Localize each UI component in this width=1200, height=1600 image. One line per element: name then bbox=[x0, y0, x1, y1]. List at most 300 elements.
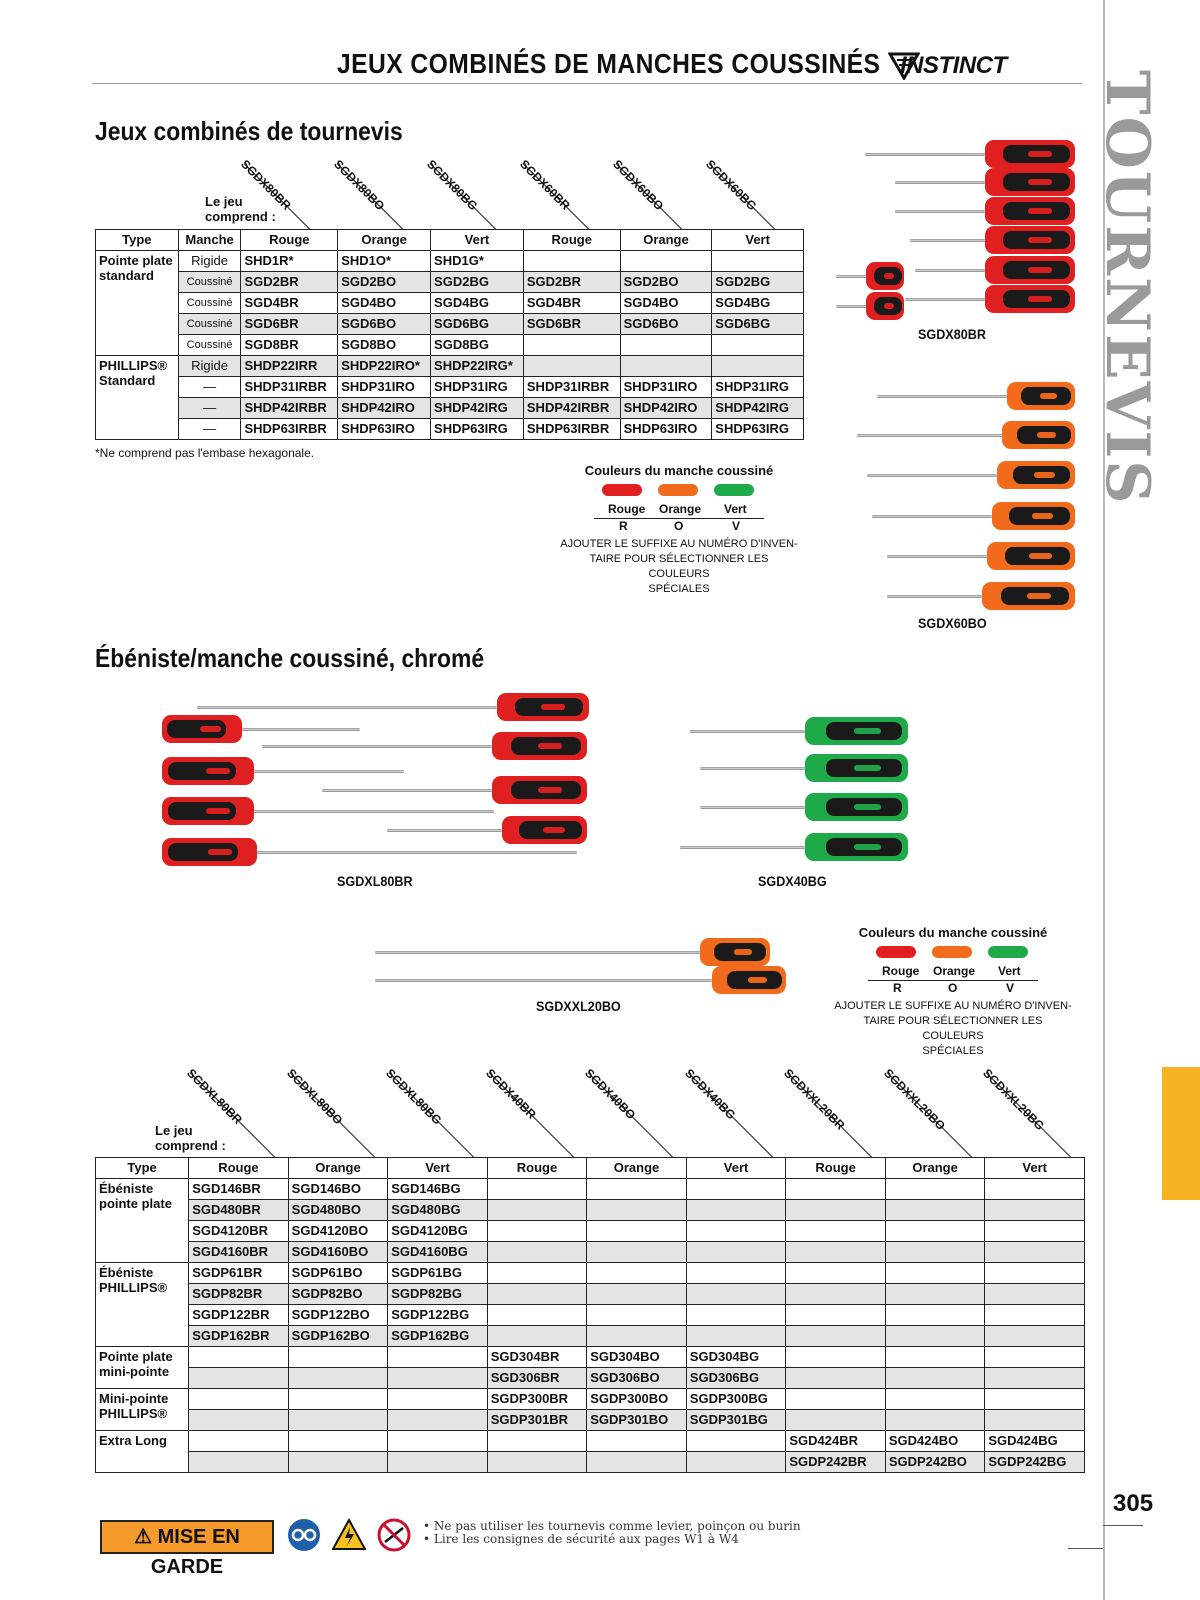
legend-note-line-2: TAIRE POUR SÉLECTIONNER LES COULEURS bbox=[863, 1015, 1043, 1042]
part-number-cell: SGD4160BG bbox=[388, 1242, 488, 1263]
part-number-cell: SGD304BG bbox=[686, 1347, 786, 1368]
table-row bbox=[96, 335, 804, 356]
part-number-cell bbox=[288, 1410, 388, 1431]
table-row bbox=[96, 419, 804, 440]
part-number-cell bbox=[686, 1284, 786, 1305]
section-side-label bbox=[1092, 70, 1170, 520]
screwdriver-shaft bbox=[895, 210, 985, 213]
table-row bbox=[96, 1347, 1085, 1368]
part-number-cell bbox=[388, 1431, 488, 1452]
part-number-cell: SGD480BR bbox=[189, 1200, 288, 1221]
column-header: Vert bbox=[686, 1158, 786, 1179]
handle-logo bbox=[1032, 513, 1054, 519]
part-number-cell bbox=[786, 1347, 885, 1368]
part-number-cell bbox=[786, 1284, 885, 1305]
part-number-cell: SHDP63IRO bbox=[338, 419, 431, 440]
part-number-cell bbox=[985, 1389, 1085, 1410]
handle-type-cell: Coussiné bbox=[178, 314, 241, 335]
page-number: 305 bbox=[1113, 1490, 1154, 1517]
part-number-cell: SGDP242BO bbox=[885, 1452, 985, 1473]
part-number-cell: SGDP82BG bbox=[388, 1284, 488, 1305]
part-number-cell bbox=[686, 1221, 786, 1242]
part-number-cell bbox=[686, 1305, 786, 1326]
screwdriver-shaft bbox=[877, 395, 1007, 398]
part-number-cell: SGD424BR bbox=[786, 1431, 885, 1452]
column-header: Rouge bbox=[189, 1158, 288, 1179]
column-header: Vert bbox=[712, 230, 804, 251]
table-row bbox=[96, 398, 804, 419]
screwdriver-handle bbox=[805, 754, 908, 782]
screwdriver-handle bbox=[985, 226, 1075, 254]
handle-logo bbox=[1028, 151, 1051, 157]
screwdriver-shaft bbox=[197, 706, 497, 709]
legend-name-red: Rouge bbox=[608, 502, 646, 516]
screwdriver-handle bbox=[700, 938, 770, 966]
part-number-cell bbox=[487, 1305, 586, 1326]
screwdriver-shaft bbox=[242, 728, 360, 731]
screwdriver-handle bbox=[162, 797, 254, 825]
page-number-rule bbox=[1103, 1525, 1143, 1526]
table-row bbox=[96, 1431, 1085, 1452]
handle-logo bbox=[1027, 593, 1051, 599]
electric-hazard-icon bbox=[332, 1518, 366, 1552]
legend-code-v: V bbox=[732, 519, 741, 533]
table-row bbox=[96, 1389, 1085, 1410]
screwdriver-handle bbox=[162, 838, 257, 866]
part-number-cell: SHDP42IRBR bbox=[241, 398, 338, 419]
part-number-cell: SHDP42IRO bbox=[338, 398, 431, 419]
part-number-cell: SGD6BO bbox=[620, 314, 712, 335]
caption-sgdx80br: SGDX80BR bbox=[918, 326, 986, 342]
screwdriver-shaft bbox=[836, 275, 866, 278]
caption-sgdx60bo: SGDX60BO bbox=[918, 615, 987, 631]
screwdriver-shaft bbox=[700, 767, 805, 770]
part-number-cell: SHDP22IRO* bbox=[338, 356, 431, 377]
part-number-cell: SGDP61BG bbox=[388, 1263, 488, 1284]
handle-logo bbox=[854, 728, 881, 734]
screwdriver-handle bbox=[1007, 382, 1075, 410]
part-number-cell bbox=[885, 1221, 985, 1242]
handle-logo bbox=[1028, 208, 1051, 214]
part-number-cell: SGDP82BR bbox=[189, 1284, 288, 1305]
screwdriver-handle bbox=[805, 833, 908, 861]
screwdriver-handle bbox=[497, 693, 589, 721]
table-row bbox=[96, 356, 804, 377]
part-number-cell: SGD2BO bbox=[338, 272, 431, 293]
safety-goggles-icon bbox=[287, 1518, 321, 1552]
legend-name-red: Rouge bbox=[882, 964, 920, 978]
table-row bbox=[96, 251, 804, 272]
part-number-cell bbox=[189, 1389, 288, 1410]
handle-type-cell: Coussiné bbox=[178, 335, 241, 356]
part-number-cell: SGD2BG bbox=[712, 272, 804, 293]
part-number-cell bbox=[487, 1200, 586, 1221]
part-number-cell bbox=[189, 1368, 288, 1389]
part-number-cell: SGD2BG bbox=[431, 272, 524, 293]
part-number-cell: SGD8BO bbox=[338, 335, 431, 356]
part-number-cell: SGDP122BR bbox=[189, 1305, 288, 1326]
legend-code-o: O bbox=[948, 981, 958, 995]
screwdriver-handle bbox=[492, 776, 587, 804]
screwdriver-handle bbox=[866, 292, 904, 320]
handle-logo bbox=[854, 844, 881, 850]
part-number-cell bbox=[620, 335, 712, 356]
legend-note-line-1: AJOUTER LE SUFFIXE AU NUMÉRO D'INVEN- bbox=[560, 538, 798, 550]
screwdriver-handle bbox=[985, 256, 1075, 284]
type-cell: Ébéniste pointe plate bbox=[96, 1179, 189, 1263]
part-number-cell bbox=[786, 1326, 885, 1347]
caption-sgdxl80br: SGDXL80BR bbox=[337, 873, 413, 889]
part-number-cell bbox=[786, 1242, 885, 1263]
set-code-label: SGDXXL20BG bbox=[980, 1066, 1048, 1133]
screwdriver-handle bbox=[982, 582, 1075, 610]
part-number-cell: SGD4120BG bbox=[388, 1221, 488, 1242]
legend-note-line-3: SPÉCIALES bbox=[922, 1045, 984, 1057]
screwdriver-handle bbox=[985, 140, 1075, 168]
part-number-cell bbox=[885, 1368, 985, 1389]
part-number-cell: SGDP301BR bbox=[487, 1410, 586, 1431]
part-number-cell: SHDP63IRO bbox=[620, 419, 712, 440]
part-number-cell: SGDP162BG bbox=[388, 1326, 488, 1347]
handle-type-cell: — bbox=[178, 377, 241, 398]
red-swatch bbox=[876, 946, 916, 958]
warning-line-1: • Ne pas utiliser les tournevis comme levier, poinçon ou burin bbox=[423, 1519, 801, 1533]
part-number-cell: SGD306BO bbox=[587, 1368, 687, 1389]
handle-logo bbox=[543, 827, 565, 833]
handle-logo bbox=[538, 787, 563, 793]
legend-note-line-3: SPÉCIALES bbox=[648, 583, 710, 595]
part-number-cell bbox=[885, 1305, 985, 1326]
set-code-label: SGDX80BR bbox=[238, 157, 294, 213]
part-number-cell: SGD8BG bbox=[431, 335, 524, 356]
handle-logo bbox=[208, 849, 233, 855]
part-number-cell bbox=[487, 1326, 586, 1347]
part-number-cell: SHDP31IRO bbox=[338, 377, 431, 398]
part-number-cell bbox=[786, 1263, 885, 1284]
page-title: JEUX COMBINÉS DE MANCHES COUSSINÉS bbox=[337, 48, 881, 79]
column-header: Orange bbox=[620, 230, 712, 251]
part-number-cell bbox=[712, 356, 804, 377]
handle-logo bbox=[734, 949, 752, 955]
screwdriver-handle bbox=[162, 757, 254, 785]
part-number-cell: SGDP122BG bbox=[388, 1305, 488, 1326]
part-number-cell: SGD6BR bbox=[523, 314, 620, 335]
screwdriver-shaft bbox=[375, 979, 712, 982]
legend-note bbox=[559, 537, 799, 597]
legend-note bbox=[833, 999, 1073, 1059]
part-number-cell: SGD4160BO bbox=[288, 1242, 388, 1263]
part-number-cell bbox=[686, 1431, 786, 1452]
part-number-cell bbox=[620, 356, 712, 377]
section-title-2: Ébéniste/manche coussiné, chromé bbox=[95, 643, 485, 673]
handle-logo bbox=[1040, 393, 1058, 399]
orange-swatch bbox=[658, 484, 698, 496]
page-number-rule-2 bbox=[1068, 1548, 1103, 1549]
legend-swatches bbox=[594, 482, 764, 498]
part-number-cell: SGD146BR bbox=[189, 1179, 288, 1200]
part-number-cell bbox=[712, 335, 804, 356]
part-number-cell bbox=[189, 1410, 288, 1431]
screwdriver-shaft bbox=[887, 555, 987, 558]
side-label-text: TOURNEVIS bbox=[1092, 70, 1162, 506]
table-row bbox=[96, 1200, 1085, 1221]
part-number-cell: SGDP61BR bbox=[189, 1263, 288, 1284]
part-number-cell: SHDP63IRBR bbox=[241, 419, 338, 440]
handle-type-cell: — bbox=[178, 398, 241, 419]
set-code-label: SGDXL80BR bbox=[184, 1066, 245, 1127]
part-number-cell: SGDP242BR bbox=[786, 1452, 885, 1473]
part-number-cell bbox=[686, 1263, 786, 1284]
screwdriver-shaft bbox=[867, 474, 997, 477]
handle-type-cell: Rigide bbox=[178, 251, 241, 272]
handle-logo bbox=[1028, 237, 1051, 243]
handle-logo bbox=[1028, 179, 1051, 185]
part-number-cell: SGD304BO bbox=[587, 1347, 687, 1368]
column-header: Type bbox=[96, 230, 179, 251]
part-number-cell: SHDP31IRBR bbox=[241, 377, 338, 398]
column-header: Orange bbox=[288, 1158, 388, 1179]
screwdriver-shaft bbox=[915, 269, 985, 272]
screwdriver-handle bbox=[866, 262, 904, 290]
no-prying-icon bbox=[377, 1518, 411, 1552]
part-number-cell bbox=[523, 251, 620, 272]
part-number-cell: SGD6BG bbox=[712, 314, 804, 335]
part-number-cell bbox=[786, 1305, 885, 1326]
part-number-cell bbox=[985, 1347, 1085, 1368]
part-number-cell bbox=[587, 1284, 687, 1305]
part-number-cell: SGD6BR bbox=[241, 314, 338, 335]
warning-label: ⚠ MISE EN GARDE bbox=[100, 1520, 274, 1554]
screwdriver-handle bbox=[985, 197, 1075, 225]
set-code-label: SGDX40BG bbox=[681, 1066, 738, 1123]
part-number-cell bbox=[388, 1452, 488, 1473]
le-jeu-line-1: Le jeu bbox=[155, 1123, 193, 1138]
warning-line-2: • Lire les consignes de sécurité aux pages W1 à W4 bbox=[423, 1532, 739, 1546]
type-cell: Pointe plate mini-pointe bbox=[96, 1347, 189, 1389]
part-number-cell bbox=[288, 1347, 388, 1368]
set-code-label: SGDXL80BO bbox=[283, 1066, 345, 1128]
handle-type-cell: Coussiné bbox=[178, 272, 241, 293]
legend-name-orange: Orange bbox=[933, 964, 976, 978]
part-number-cell bbox=[786, 1200, 885, 1221]
table-row bbox=[96, 1326, 1085, 1347]
part-number-cell bbox=[885, 1242, 985, 1263]
screwdriver-shaft bbox=[700, 806, 805, 809]
part-number-cell: SHDP42IRO bbox=[620, 398, 712, 419]
screwdriver-shaft bbox=[857, 434, 1002, 437]
part-number-cell: SHDP63IRG bbox=[431, 419, 524, 440]
part-number-cell: SGD146BG bbox=[388, 1179, 488, 1200]
part-number-cell: SGD4160BR bbox=[189, 1242, 288, 1263]
screwdriver-shaft bbox=[910, 239, 985, 242]
handle-logo bbox=[206, 808, 230, 814]
table-row bbox=[96, 377, 804, 398]
part-number-cell bbox=[985, 1179, 1085, 1200]
screwdriver-handle bbox=[492, 732, 587, 760]
part-number-cell: SGDP162BR bbox=[189, 1326, 288, 1347]
screwdriver-handle bbox=[985, 285, 1075, 313]
part-number-cell: SGDP300BR bbox=[487, 1389, 586, 1410]
screwdriver-shaft bbox=[872, 515, 992, 518]
handle-logo bbox=[854, 804, 881, 810]
part-number-cell bbox=[985, 1221, 1085, 1242]
header-divider bbox=[92, 83, 1082, 84]
part-number-cell: SGDP300BO bbox=[587, 1389, 687, 1410]
screwdriver-shaft bbox=[680, 846, 805, 849]
column-header: Vert bbox=[985, 1158, 1085, 1179]
screwdriver-shaft bbox=[895, 181, 985, 184]
part-number-cell bbox=[587, 1221, 687, 1242]
screwdriver-handle bbox=[987, 542, 1075, 570]
color-legend-2 bbox=[833, 925, 1073, 1059]
column-header: Rouge bbox=[241, 230, 338, 251]
part-number-cell: SHD1R* bbox=[241, 251, 338, 272]
part-number-cell bbox=[587, 1200, 687, 1221]
orange-swatch bbox=[932, 946, 972, 958]
screwdriver-handle bbox=[712, 966, 786, 994]
part-number-cell: SGD306BR bbox=[487, 1368, 586, 1389]
column-header: Rouge bbox=[523, 230, 620, 251]
part-number-cell bbox=[487, 1242, 586, 1263]
part-number-cell bbox=[985, 1242, 1085, 1263]
screwdriver-shaft bbox=[257, 851, 577, 854]
part-number-cell: SGD6BG bbox=[431, 314, 524, 335]
screwdriver-shaft bbox=[905, 298, 985, 301]
column-header: Orange bbox=[885, 1158, 985, 1179]
column-header: Vert bbox=[431, 230, 524, 251]
part-number-cell bbox=[288, 1431, 388, 1452]
part-number-cell bbox=[686, 1326, 786, 1347]
part-number-cell: SGD2BR bbox=[523, 272, 620, 293]
footnote: *Ne comprend pas l'embase hexagonale. bbox=[95, 446, 315, 460]
part-number-cell: SGD424BO bbox=[885, 1431, 985, 1452]
part-number-cell bbox=[487, 1452, 586, 1473]
part-number-cell: SHDP31IRBR bbox=[523, 377, 620, 398]
part-number-cell bbox=[189, 1431, 288, 1452]
part-number-cell bbox=[686, 1242, 786, 1263]
column-header: Vert bbox=[388, 1158, 488, 1179]
part-number-cell bbox=[885, 1200, 985, 1221]
screwdriver-handle bbox=[805, 717, 908, 745]
set-code-label: SGDXXL20BR bbox=[781, 1066, 848, 1133]
column-header: Orange bbox=[338, 230, 431, 251]
part-number-cell: SGD4BO bbox=[620, 293, 712, 314]
part-number-cell bbox=[587, 1452, 687, 1473]
part-number-cell: SHD1O* bbox=[338, 251, 431, 272]
legend-note-line-2: TAIRE POUR SÉLECTIONNER LES COULEURS bbox=[589, 553, 769, 580]
le-jeu-line-1: Le jeu bbox=[205, 194, 243, 209]
part-number-cell bbox=[686, 1452, 786, 1473]
set-code-label: SGDXXL20BO bbox=[880, 1066, 948, 1133]
table-row bbox=[96, 1305, 1085, 1326]
table-row bbox=[96, 293, 804, 314]
part-number-cell bbox=[985, 1326, 1085, 1347]
part-number-cell bbox=[786, 1389, 885, 1410]
section-tab bbox=[1162, 1067, 1200, 1200]
table-row bbox=[96, 1452, 1085, 1473]
part-number-cell: SHDP63IRBR bbox=[523, 419, 620, 440]
part-number-cell bbox=[523, 356, 620, 377]
part-number-cell bbox=[587, 1326, 687, 1347]
part-number-cell bbox=[885, 1263, 985, 1284]
warning-text bbox=[423, 1520, 801, 1546]
part-number-cell bbox=[587, 1179, 687, 1200]
le-jeu-line-2: comprend : bbox=[155, 1138, 226, 1153]
type-cell: Pointe plate standard bbox=[96, 251, 179, 356]
set-code-label: SGDX80BO bbox=[331, 157, 388, 214]
part-number-cell bbox=[620, 251, 712, 272]
part-number-cell: SGD2BR bbox=[241, 272, 338, 293]
screwdriver-shaft bbox=[836, 305, 866, 308]
column-header: Orange bbox=[587, 1158, 687, 1179]
part-number-cell bbox=[388, 1410, 488, 1431]
part-number-cell: SGDP301BO bbox=[587, 1410, 687, 1431]
part-number-cell bbox=[288, 1368, 388, 1389]
section-title-1: Jeux combinés de tournevis bbox=[95, 116, 403, 146]
table-row bbox=[96, 1410, 1085, 1431]
le-jeu-line-2: comprend : bbox=[205, 209, 276, 224]
part-number-cell bbox=[487, 1431, 586, 1452]
handle-logo bbox=[1029, 553, 1052, 559]
part-number-cell bbox=[189, 1347, 288, 1368]
part-number-cell bbox=[885, 1389, 985, 1410]
part-number-cell: SHD1G* bbox=[431, 251, 524, 272]
part-number-cell bbox=[487, 1179, 586, 1200]
column-header: Type bbox=[96, 1158, 189, 1179]
part-number-cell: SGD146BO bbox=[288, 1179, 388, 1200]
handle-logo bbox=[200, 726, 221, 732]
part-number-cell: SHDP42IRBR bbox=[523, 398, 620, 419]
screwdriver-shaft bbox=[690, 730, 805, 733]
legend-title: Couleurs du manche coussiné bbox=[584, 463, 774, 478]
screwdriver-handle bbox=[162, 715, 242, 743]
part-number-cell: SGD4BG bbox=[431, 293, 524, 314]
screwdriver-handle bbox=[985, 168, 1075, 196]
type-cell: PHILLIPS® Standard bbox=[96, 356, 179, 440]
table-row bbox=[96, 1179, 1085, 1200]
part-number-cell bbox=[885, 1326, 985, 1347]
set-code-label: SGDX40BR bbox=[482, 1066, 539, 1122]
part-number-cell bbox=[487, 1284, 586, 1305]
legend-name-green: Vert bbox=[724, 502, 747, 516]
table-row bbox=[96, 1284, 1085, 1305]
part-number-cell bbox=[885, 1284, 985, 1305]
part-number-cell: SGDP61BO bbox=[288, 1263, 388, 1284]
legend-swatches bbox=[868, 944, 1038, 960]
screwdriver-shaft bbox=[262, 745, 492, 748]
part-number-cell bbox=[288, 1389, 388, 1410]
part-number-cell: SHDP63IRG bbox=[712, 419, 804, 440]
part-number-cell bbox=[189, 1452, 288, 1473]
legend-code-v: V bbox=[1006, 981, 1015, 995]
part-number-cell bbox=[786, 1410, 885, 1431]
part-number-cell bbox=[686, 1200, 786, 1221]
part-number-cell: SGD8BR bbox=[241, 335, 338, 356]
part-number-cell bbox=[985, 1284, 1085, 1305]
part-number-cell bbox=[786, 1221, 885, 1242]
part-number-cell: SGDP242BG bbox=[985, 1452, 1085, 1473]
part-number-cell bbox=[885, 1410, 985, 1431]
part-number-cell bbox=[388, 1368, 488, 1389]
set-code-label: SGDX60BG bbox=[703, 157, 760, 214]
table-row bbox=[96, 1221, 1085, 1242]
handle-logo bbox=[541, 704, 565, 710]
screwdriver-handle bbox=[997, 461, 1075, 489]
handle-logo bbox=[1028, 267, 1051, 273]
legend-note-line-1: AJOUTER LE SUFFIXE AU NUMÉRO D'INVEN- bbox=[834, 1000, 1072, 1012]
screwdriver-shaft bbox=[254, 810, 494, 813]
set-code-label: SGDX40BO bbox=[582, 1066, 639, 1123]
